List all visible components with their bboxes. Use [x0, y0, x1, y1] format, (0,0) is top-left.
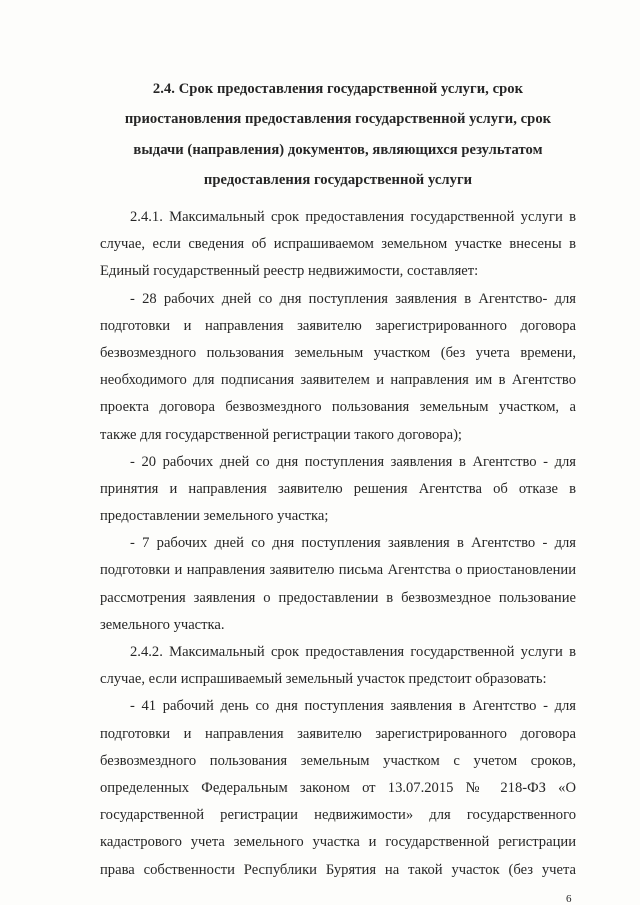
list-item-20-days-line: принятия и направления заявителю решения Агентства об отказе в [100, 480, 576, 497]
list-item-41-days-line: подготовки и направления заявителю зарегистрированного договора [100, 725, 576, 742]
paragraph-2-4-1-line: Единый государственный реестр недвижимости, составляет: [100, 263, 479, 280]
heading-line: приостановления предоставления государственной услуги, срок [124, 111, 552, 128]
list-item-28-days-line: безвозмездного пользования земельным участком (без учета времени, [100, 344, 576, 361]
paragraph-2-4-2-line: случае, если испрашиваемый земельный участок предстоит образовать: [100, 671, 547, 688]
list-item-20-days-line: - 20 рабочих дней со дня поступления заявления в Агентство - для [130, 453, 576, 470]
paragraph-2-4-1-line: случае, если сведения об испрашиваемом земельном участке внесены в [100, 236, 576, 253]
list-item-41-days-line: кадастрового учета земельного участка и государственной регистрации [100, 834, 576, 851]
list-item-41-days-line: права собственности Республики Бурятия на такой участок (без учета [100, 861, 576, 878]
list-item-41-days-line: безвозмездного пользования земельным участком с учетом сроков, [100, 752, 576, 769]
list-item-41-days-line: - 41 рабочий день со дня поступления заявления в Агентство - для [130, 698, 576, 715]
section-heading [100, 74, 576, 195]
list-item-7-days-line: рассмотрения заявления о предоставлении в безвозмездное пользование [100, 589, 576, 606]
heading-line: предоставления государственной услуги [203, 171, 473, 188]
list-item-41-days-line: государственной регистрации недвижимости» для государственного [100, 807, 576, 824]
list-item-41-days-line: определенных Федеральным законом от 13.07.2015 № 218-ФЗ «О [100, 779, 576, 796]
paragraph-2-4-2-line: 2.4.2. Максимальный срок предоставления государственной услуги в [130, 644, 576, 660]
page-number: 6 [566, 893, 572, 905]
document-body [100, 204, 576, 884]
list-item-7-days-line: земельного участка. [100, 616, 225, 633]
list-item-7-days-line: - 7 рабочих дней со дня поступления заявления в Агентство - для [130, 535, 576, 552]
list-item-28-days-line: подготовки и направления заявителю зарегистрированного договора [100, 317, 576, 334]
list-item-28-days-line: необходимого для подписания заявителем и направления им в Агентство [100, 372, 576, 389]
list-item-20-days-line: предоставлении земельного участка; [100, 508, 329, 525]
heading-line: выдачи (направления) документов, являющихся результатом [133, 141, 543, 158]
paragraph-2-4-1-line: 2.4.1. Максимальный срок предоставления государственной услуги в [130, 209, 576, 225]
list-item-28-days-line: - 28 рабочих дней со дня поступления заявления в Агентство- для [130, 290, 576, 307]
heading-line: 2.4. Срок предоставления государственной услуги, срок [152, 81, 524, 97]
list-item-28-days-line: также для государственной регистрации такого договора); [100, 426, 462, 443]
list-item-7-days-line: подготовки и направления заявителю письма Агентства о приостановлении [100, 562, 576, 579]
list-item-28-days-line: проекта договора безвозмездного пользования земельным участком, а [100, 399, 576, 416]
